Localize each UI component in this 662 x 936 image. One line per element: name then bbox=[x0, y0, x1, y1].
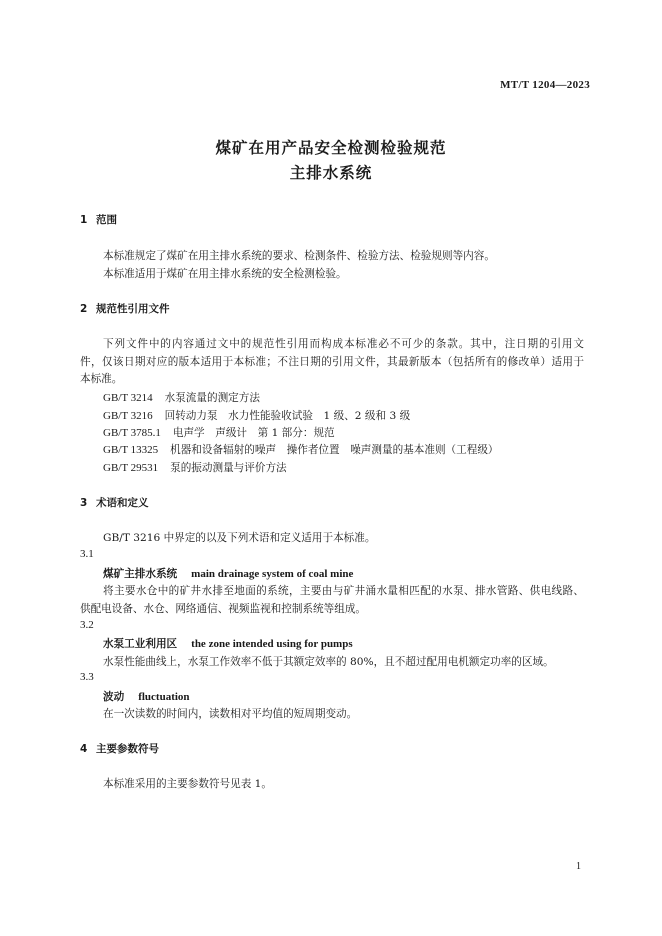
term-definition: 水泵性能曲线上，水泵工作效率不低于其额定效率的 80%，且不超过配用电机额定功率的区域。 bbox=[103, 656, 554, 668]
section-number: 4 bbox=[80, 743, 88, 755]
paragraph: GB/T 3216 中界定的以及下列术语和定义适用于本标准。 bbox=[103, 532, 376, 544]
term-definition: 供配电设备、水仓、网络通信、视频监视和控制系统等组成。 bbox=[80, 603, 367, 615]
section-title: 规范性引用文件 bbox=[96, 303, 170, 315]
section-number: 2 bbox=[80, 303, 88, 315]
reference-code: GB/T 3216 bbox=[103, 410, 153, 422]
section-title: 主要参数符号 bbox=[96, 743, 159, 755]
reference-code: GB/T 3785.1 bbox=[103, 427, 161, 439]
reference-title: 水泵流量的测定方法 bbox=[164, 392, 260, 404]
standard-code: MT/T 1204—2023 bbox=[500, 79, 590, 91]
term-entry bbox=[103, 566, 353, 581]
page-number: 1 bbox=[576, 861, 581, 872]
term-zh: 煤矿主排水系统 bbox=[103, 568, 178, 580]
section-heading bbox=[80, 212, 117, 227]
term-entry bbox=[103, 689, 190, 704]
term-en: the zone intended using for pumps bbox=[191, 638, 353, 650]
reference-item bbox=[103, 390, 260, 405]
term-number: 3.3 bbox=[80, 671, 94, 683]
term-zh: 波动 bbox=[103, 691, 125, 703]
paragraph-line: 本标准。 bbox=[80, 373, 123, 385]
section-heading bbox=[80, 741, 159, 756]
document-title-line2: 主排水系统 bbox=[289, 164, 373, 182]
reference-title: 泵的振动测量与评价方法 bbox=[170, 462, 287, 474]
paragraph-line: 件，仅该日期对应的版本适用于本标准；不注日期的引用文件，其最新版本（包括所有的修改单）适用于 bbox=[80, 356, 584, 368]
term-definition: 在一次读数的时间内，读数相对平均值的短周期变动。 bbox=[103, 708, 358, 720]
reference-code: GB/T 29531 bbox=[103, 462, 159, 474]
reference-code: GB/T 13325 bbox=[103, 444, 159, 456]
reference-item bbox=[103, 460, 287, 475]
paragraph: 本标准规定了煤矿在用主排水系统的要求、检测条件、检验方法、检验规则等内容。 bbox=[103, 250, 495, 262]
term-en: main drainage system of coal mine bbox=[191, 568, 354, 580]
section-title: 术语和定义 bbox=[96, 497, 149, 509]
reference-title: 回转动力泵 水力性能验收试验 1 级、2 级和 3 级 bbox=[164, 410, 411, 422]
term-zh: 水泵工业利用区 bbox=[103, 638, 178, 650]
paragraph: 本标准适用于煤矿在用主排水系统的安全检测检验。 bbox=[103, 268, 347, 280]
reference-code: GB/T 3214 bbox=[103, 392, 153, 404]
reference-item bbox=[103, 408, 410, 423]
section-number: 1 bbox=[80, 214, 88, 226]
section-title: 范围 bbox=[96, 214, 117, 226]
section-heading bbox=[80, 495, 149, 510]
paragraph-line: 下列文件中的内容通过文中的规范性引用而构成本标准必不可少的条款。其中，注日期的引用文 bbox=[103, 338, 584, 350]
term-definition: 将主要水仓中的矿井水排至地面的系统，主要由与矿井涌水量相匹配的水泵、排水管路、供电线路、 bbox=[103, 585, 584, 597]
reference-item bbox=[103, 442, 499, 457]
reference-item bbox=[103, 425, 335, 440]
document-title-line1: 煤矿在用产品安全检测检验规范 bbox=[215, 139, 447, 157]
reference-title: 电声学 声级计 第 1 部分：规范 bbox=[172, 427, 335, 439]
section-heading bbox=[80, 301, 170, 316]
term-number: 3.1 bbox=[80, 548, 94, 560]
term-entry bbox=[103, 636, 353, 651]
term-en: fluctuation bbox=[138, 691, 190, 703]
term-number: 3.2 bbox=[80, 619, 94, 631]
section-number: 3 bbox=[80, 497, 88, 509]
reference-title: 机器和设备辐射的噪声 操作者位置 噪声测量的基本准则（工程级） bbox=[170, 444, 499, 456]
paragraph: 本标准采用的主要参数符号见表 1。 bbox=[103, 778, 273, 790]
